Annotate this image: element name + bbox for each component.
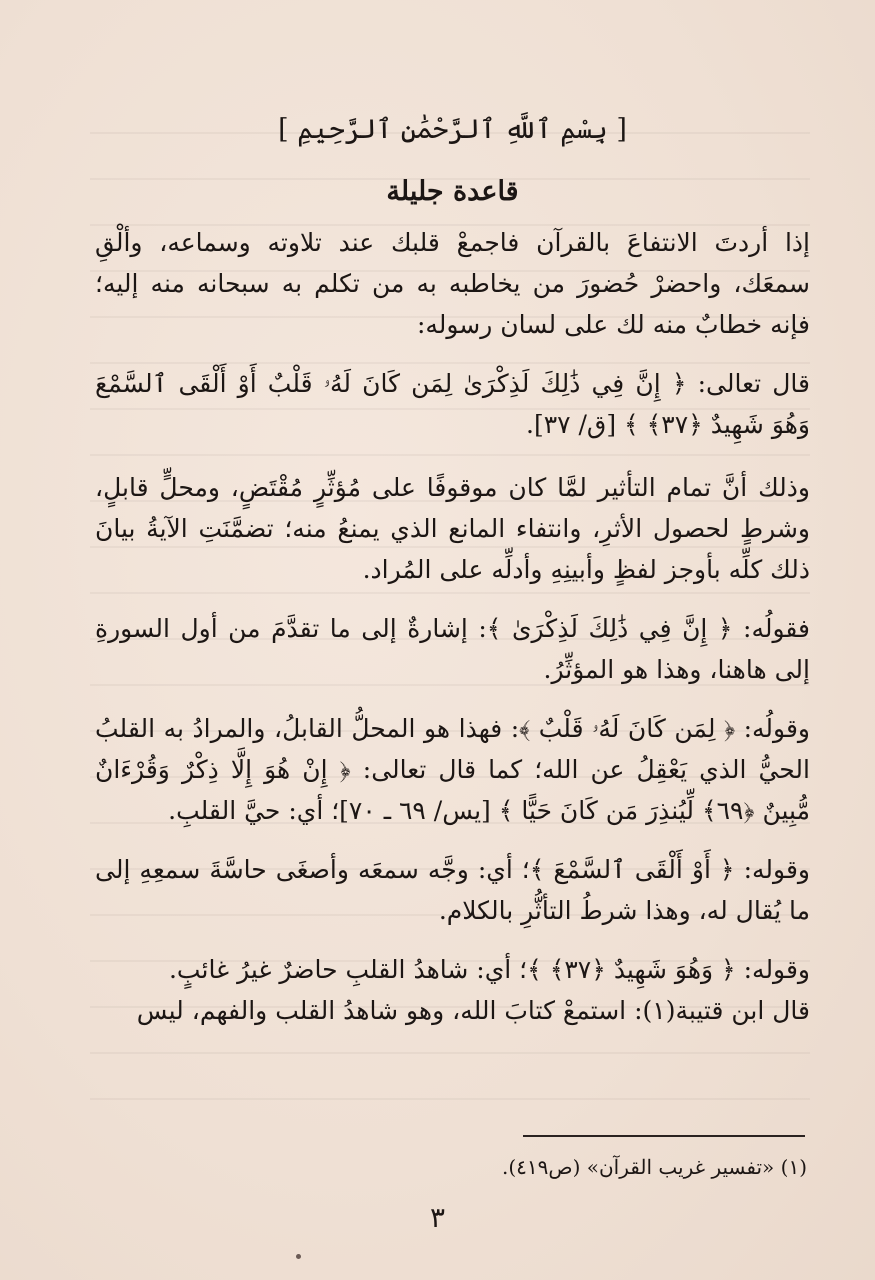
paragraph-conditions: وذلك أنَّ تمام التأثير لمَّا كان موقوفًا على مُؤثِّرٍ مُقْتَضٍ، ومحلٍّ قابلٍ، وشرطٍ لحصول الأثرِ، وانتفاء المانع الذي يمنعُ منه؛ تضمَّنَتِ الآيةُ بيانَ ذلك كلِّه بأوجز لفظٍ وأبينِهِ وأدلِّه على المُراد. xyxy=(95,473,810,584)
footnote-divider xyxy=(523,1135,805,1137)
basmala: [ بِسْمِ ٱللَّهِ ٱلرَّحْمَٰنِ ٱلرَّحِيمِ ] xyxy=(278,114,627,145)
paragraph-shahid: وقوله: ﴿ وَهُوَ شَهِيدٌ ﴿٣٧﴾ ﴾؛ أي: شاهدُ القلبِ حاضرٌ غيرُ غائبٍ. xyxy=(168,955,810,984)
paragraph-mahal: وقولُه: ﴿ لِمَن كَانَ لَهُۥ قَلْبٌ ﴾: فهذا هو المحلُّ القابلُ، والمرادُ به القلبُ الحيُّ الذي يَعْقِلُ عن الله؛ كما قال تعالى: ﴿ إِنْ هُوَ إِلَّا ذِكْرٌ وَقُرْءَانٌ مُّبِينٌ ﴿٦٩﴾ لِّيُنذِرَ مَن كَانَ حَيًّا ﴾ [يس/ ٦٩ ـ ٧٠]؛ أي: حيَّ القلبِ. xyxy=(95,714,810,825)
page-content xyxy=(95,108,810,1031)
paragraph-ibn-qutaybah: قال ابن قتيبة(١): استمعْ كتابَ الله، وهو شاهدُ القلب والفهم، ليس xyxy=(136,996,810,1025)
footnote: (١) «تفسير غريب القرآن» (ص٤١٩). xyxy=(502,1155,807,1179)
paragraph-muaththir: فقولُه: ﴿ إِنَّ فِي ذَٰلِكَ لَذِكْرَىٰ ﴾: إشارةٌ إلى ما تقدَّمَ من أول السورةِ إلى هاهنا، وهذا هو المؤثِّرُ. xyxy=(95,614,810,684)
paragraph-intro: إذا أردتَ الانتفاعَ بالقرآن فاجمعْ قلبك عند تلاوته وسماعه، وألْقِ سمعَك، واحضرْ حُضورَ من يخاطبه به من تكلم به سبحانه منه إليه؛ فإنه خطابٌ منه لك على لسان رسوله: xyxy=(95,228,810,339)
paragraph-verse-qaf: قال تعالى: ﴿ إِنَّ فِي ذَٰلِكَ لَذِكْرَىٰ لِمَن كَانَ لَهُۥ قَلْبٌ أَوْ أَلْقَى ٱلسَّمْعَ وَهُوَ شَهِيدٌ ﴿٣٧﴾ ﴾ [ق/ ٣٧]. xyxy=(95,369,810,439)
paragraph-shart: وقوله: ﴿ أَوْ أَلْقَى ٱلسَّمْعَ ﴾؛ أي: وجَّه سمعَه وأصغَى حاسَّةَ سمعِهِ إلى ما يُقال له، وهذا شرطُ التأثُّرِ بالكلام. xyxy=(95,855,810,925)
page-number: ٣ xyxy=(429,1201,446,1234)
paper-speck xyxy=(296,1254,301,1259)
page-title: قاعدة جليلة xyxy=(386,176,519,207)
